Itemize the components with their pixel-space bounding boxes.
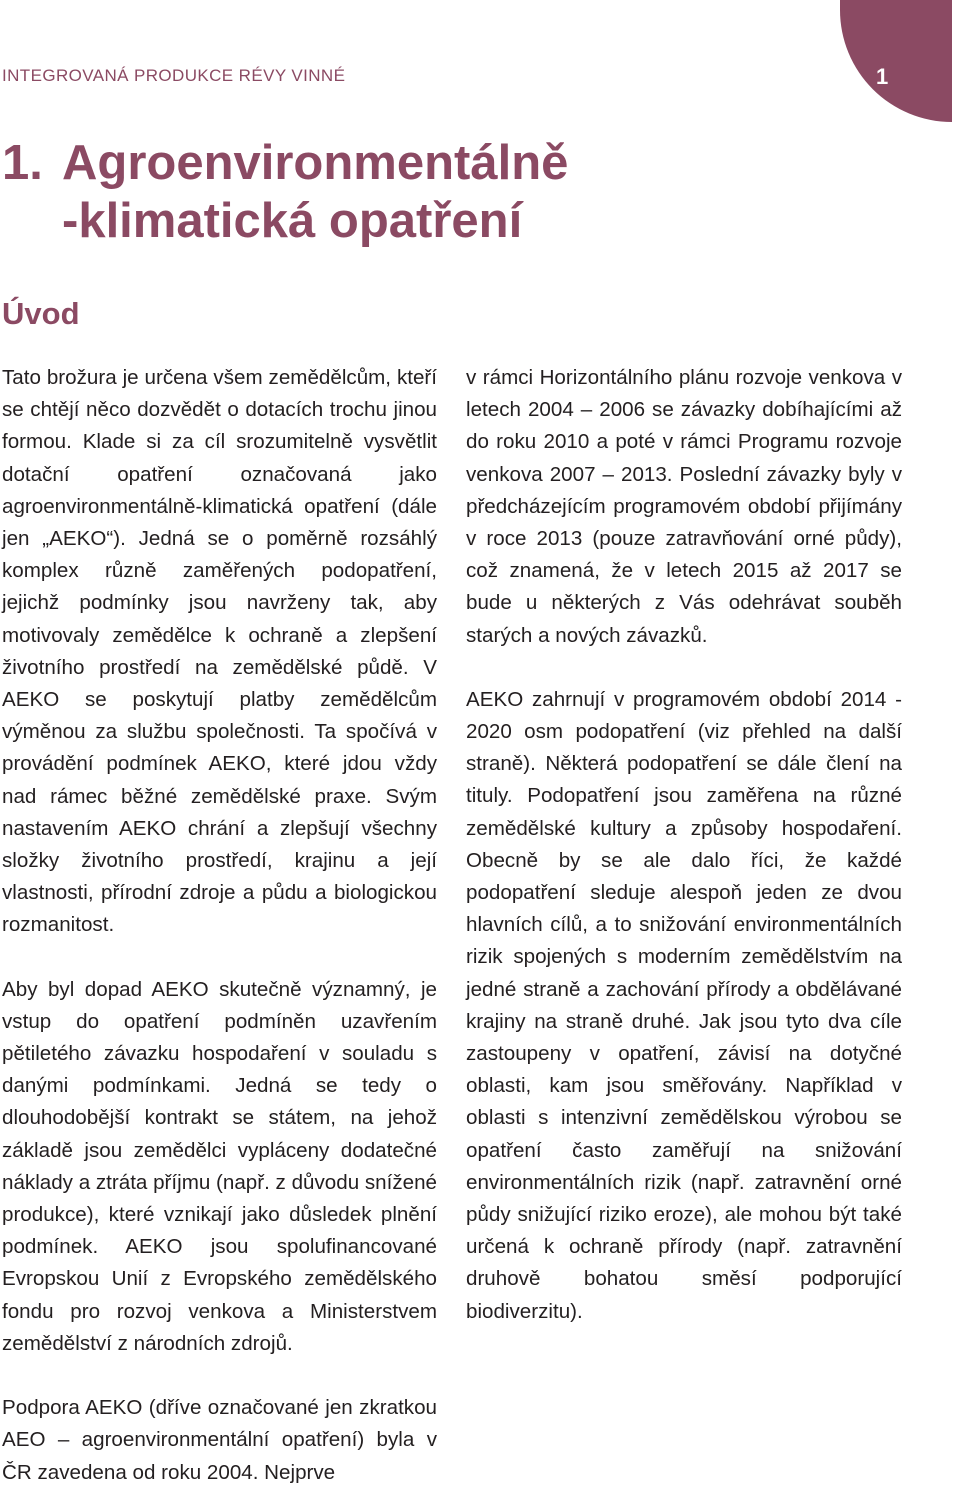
right-column bbox=[466, 362, 902, 1328]
running-header: INTEGROVANÁ PRODUKCE RÉVY VINNÉ bbox=[2, 66, 346, 85]
chapter-number: 1. bbox=[2, 136, 43, 190]
left-paragraph-2: Aby byl dopad AEKO skutečně významný, je vstup do opatření podmíněn uzavřením pětiletého závazku hospodaření v souladu s danými podmínkami. Jedná se tedy o dlouhodobější kontrakt se státem, na jehož základě jsou zemědělci vypláceny dodatečné náklady a ztráta příjmu (např. z důvodu snížené produkce), které vznikají jako důsledek plnění podmínek. AEKO jsou spolufinancované Evropskou Unií z Evropského zemědělského fondu pro rozvoj venkova a Ministerstvem zemědělství z národních zdrojů. bbox=[2, 977, 437, 1355]
right-paragraph-1: v rámci Horizontálního plánu rozvoje venkova v letech 2004 – 2006 se závazky dobíhajícími až do roku 2010 a poté v rámci Programu rozvoje venkova 2007 – 2013. Poslední závazky byly v předcházejícím programovém období přijímány v roce 2013 (pouze zatravňování orné půdy), což znamená, že v letech 2015 až 2017 se bude u některých z Vás odehrávat souběh starých a nových závazků. bbox=[466, 366, 902, 647]
left-paragraph-3: Podpora AEKO (dříve označované jen zkratkou AEO – agroenvironmentální opatření) byla v ČR zavedena od roku 2004. Nejprve bbox=[2, 1396, 437, 1484]
left-paragraph-1: Tato brožura je určena všem zemědělcům, kteří se chtějí něco dozvědět o dotacích trochu jinou formou. Klade si za cíl srozumitelně vysvětlit dotační opatření označovaná jako agroenvironmentálně-klimatická opatření (dále jen „AEKO“). Jedná se o poměrně rozsáhlý komplex různě zaměřených podopatření, jejichž podmínky jsou navrženy tak, aby motivovaly zemědělce k ochraně a zlepšení životního prostředí na zemědělské půdě. V AEKO se poskytují platby zemědělcům výměnou za službu společnosti. Ta spočívá v provádění podmínek AEKO, které jdou vždy nad rámec běžné zemědělské praxe. Svým nastavením AEKO chrání a zlepšují všechny složky životního prostředí, krajinu a její vlastnosti, přírodní zdroje a půdu a biologickou rozmanitost. bbox=[2, 366, 437, 937]
chapter-title-line1: Agroenvironmentálně bbox=[62, 136, 569, 190]
chapter-tab-number: 1 bbox=[876, 64, 889, 89]
right-paragraph-2: AEKO zahrnují v programovém období 2014 - 2020 osm podopatření (viz přehled na další straně). Některá podopatření se dále člení na tituly. Podopatření jsou zaměřena na různé zemědělské kultury a způsoby hospodaření. Obecně by se ale dalo říci, že každé podopatření sleduje alespoň jeden ze dvou hlavních cílů, a to snižování environmentálních rizik spojených s moderním zemědělstvím na jedné straně a zachování přírody a obdělávané krajiny na straně druhé. Jak jsou tyto dva cíle zastoupeny v opatření, závisí na dotyčné oblasti, kam jsou směřovány. Například v oblasti s intenzivní zemědělskou výrobou se opatření často zaměřují na snižování environmentálních rizik (např. zatravnění orné půdy snižující riziko eroze), ale mohou být také určená k ochraně přírody (např. zatravnění druhově bohatou směsí podporující biodiverzitu). bbox=[466, 687, 902, 1323]
left-column bbox=[2, 362, 437, 1489]
chapter-title-line2: -klimatická opatření bbox=[62, 194, 523, 248]
chapter-tab bbox=[840, 0, 952, 122]
chapter-title bbox=[2, 134, 568, 250]
section-title: Úvod bbox=[2, 296, 80, 331]
